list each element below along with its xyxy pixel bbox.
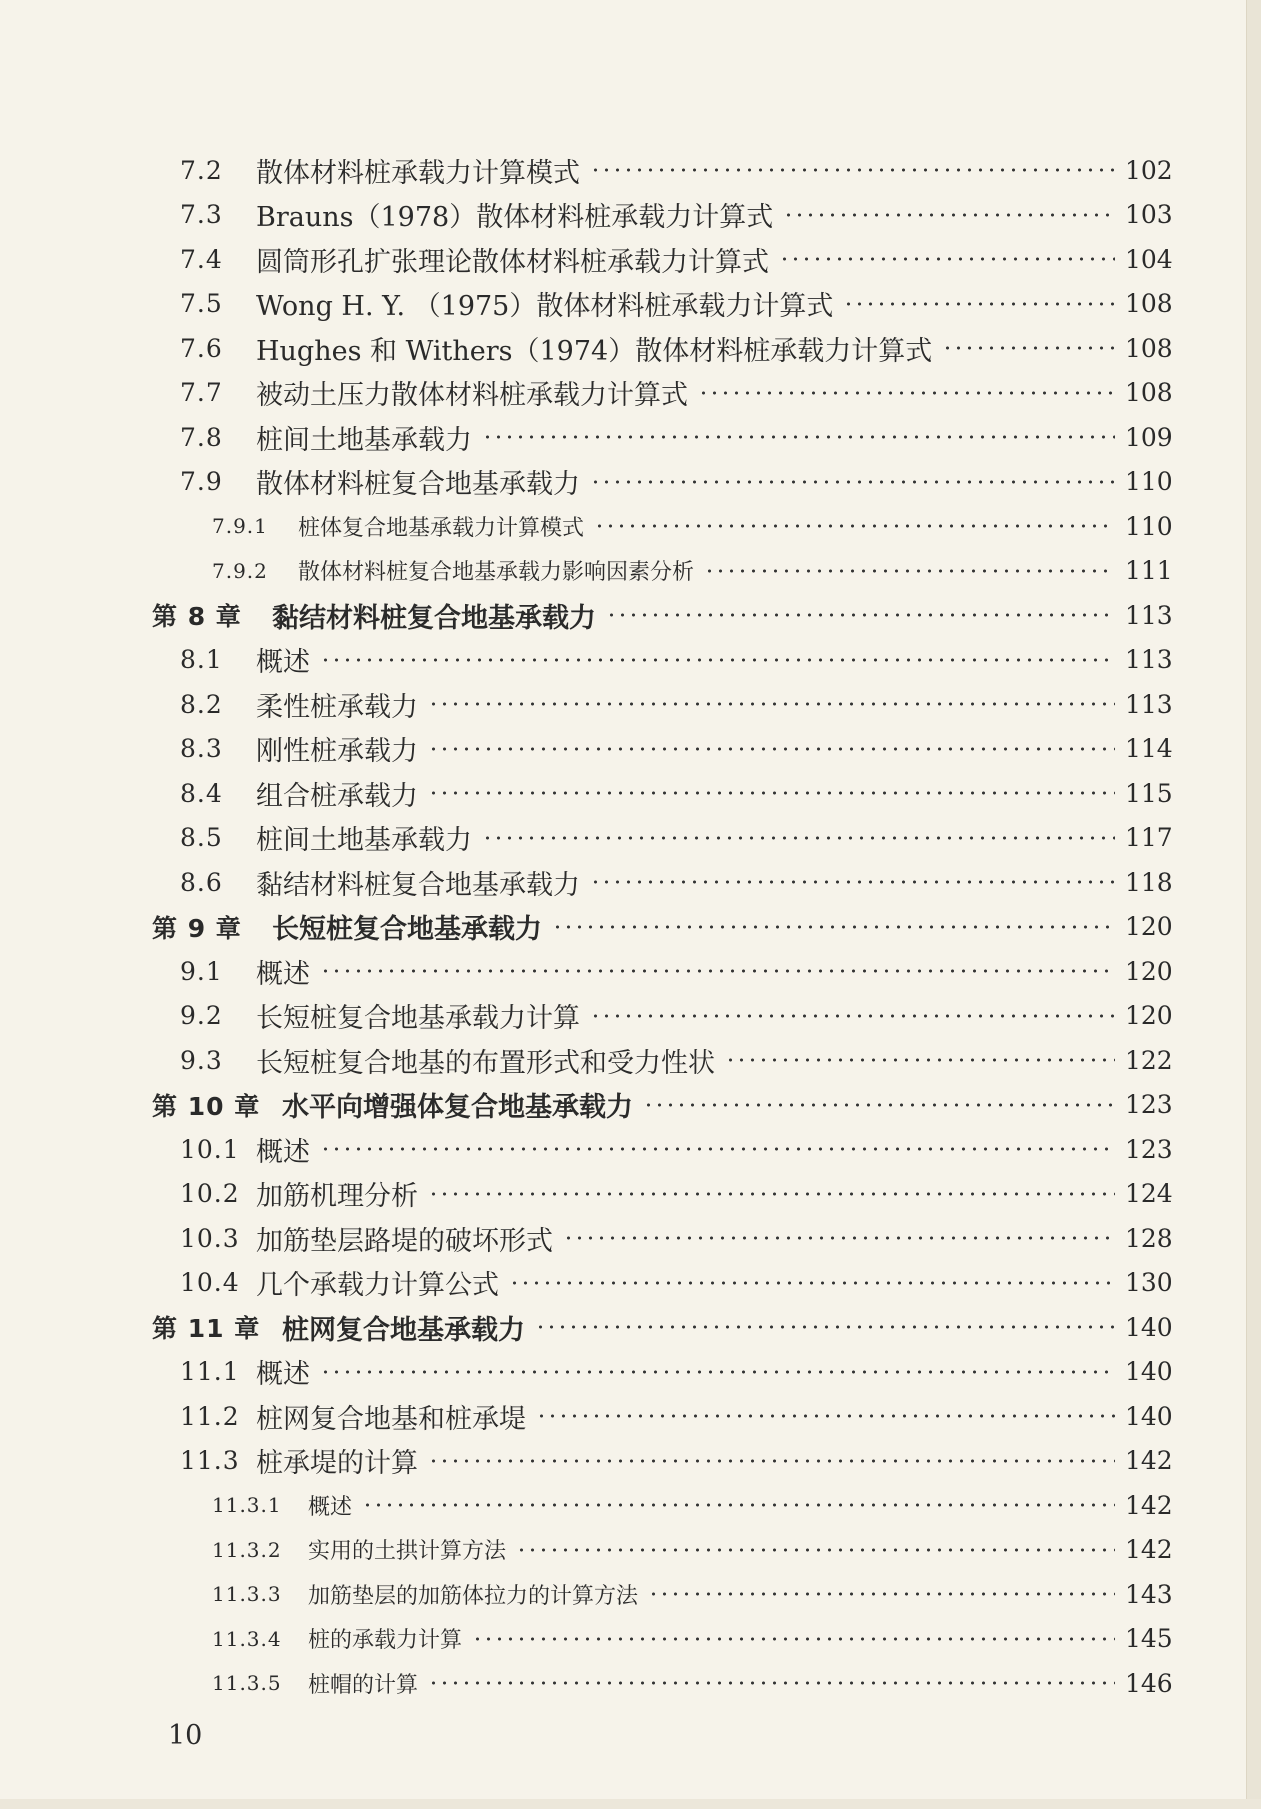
toc-entry-number: 10.3 [180,1223,240,1253]
toc-entry[interactable] [0,816,1261,860]
toc-entry-page: 104 [1125,244,1173,274]
toc-entry-title: 桩间土地基承载力 [256,818,478,857]
toc-leader-dots [590,480,1115,484]
toc-entry-page: 128 [1125,1223,1173,1253]
toc-entry[interactable] [0,1350,1261,1394]
toc-leader-dots [698,391,1115,395]
toc-entry-number: 11.3.2 [212,1537,282,1562]
toc-entry-title: 被动土压力散体材料桩承载力计算式 [256,373,694,412]
toc-entry[interactable] [0,682,1261,726]
toc-entry-page: 140 [1125,1401,1173,1431]
toc-leader-dots [590,880,1115,884]
toc-entry-number: 8.4 [180,778,223,808]
toc-entry-title: 几个承载力计算公式 [256,1263,505,1302]
toc-entry-title: 概述 [256,1130,316,1169]
toc-entry-title: 桩间土地基承载力 [256,418,478,457]
toc-entry-page: 109 [1125,422,1173,452]
toc-entry-page: 108 [1125,378,1173,407]
toc-entry-number: 第 10 章 [152,1091,261,1121]
toc-entry-title: 概述 [256,640,316,679]
page-bottom-edge [0,1799,1261,1809]
toc-entry[interactable] [0,415,1261,459]
toc-entry-title: Hughes 和 Withers（1974）散体材料桩承载力计算式 [256,329,938,368]
toc-entry-number: 11.3 [180,1446,240,1475]
toc-entry-title: 概述 [308,1490,358,1521]
toc-entry-number: 11.1 [180,1357,240,1386]
toc-entry-number: 7.5 [180,289,223,318]
toc-entry[interactable] [0,504,1261,548]
toc-leader-dots [516,1548,1115,1552]
toc-leader-dots [643,1103,1115,1107]
toc-entry-page: 120 [1125,912,1173,941]
toc-entry-number: 11.3.3 [212,1582,282,1606]
toc-entry[interactable] [0,860,1261,904]
toc-entry-number: 11.3.4 [212,1626,282,1651]
toc-entry-number: 9.2 [180,1001,223,1030]
toc-entry[interactable] [0,593,1261,637]
toc-entry-title: 圆筒形孔扩张理论散体材料桩承载力计算式 [256,240,775,279]
toc-leader-dots [648,1592,1115,1596]
toc-entry-title: 桩帽的计算 [308,1668,424,1699]
toc-entry[interactable] [0,237,1261,281]
toc-entry-page: 145 [1125,1624,1173,1653]
toc-entry[interactable] [0,1439,1261,1483]
toc-entry-number: 7.2 [180,155,223,185]
toc-entry-number: 8.1 [180,645,223,674]
toc-entry-number: 8.3 [180,734,223,763]
toc-entry-page: 142 [1125,1490,1173,1520]
toc-entry-number: 11.3.1 [212,1493,282,1517]
toc-entry-title: 加筋机理分析 [256,1174,424,1213]
toc-leader-dots [942,346,1115,350]
toc-entry-title: 散体材料桩复合地基承载力影响因素分析 [298,555,700,586]
toc-entry[interactable] [0,905,1261,949]
toc-entry[interactable] [0,1038,1261,1082]
toc-entry-number: 7.8 [180,422,223,452]
toc-entry[interactable] [0,1261,1261,1305]
toc-entry-page: 123 [1125,1090,1173,1119]
toc-entry-page: 113 [1125,645,1173,674]
toc-leader-dots [590,1014,1115,1018]
toc-entry-page: 115 [1125,778,1173,808]
toc-entry-page: 124 [1125,1179,1173,1208]
toc-entry-title: 长短桩复合地基承载力 [272,907,548,946]
toc-entry-title: 长短桩复合地基的布置形式和受力性状 [256,1041,721,1080]
toc-entry-number: 7.4 [180,244,223,274]
toc-entry-page: 146 [1125,1668,1173,1698]
toc-entry-page: 142 [1125,1535,1173,1564]
toc-entry-page: 123 [1125,1134,1173,1164]
toc-entry-title: 概述 [256,1352,316,1391]
toc-leader-dots [472,1637,1115,1641]
toc-leader-dots [594,524,1115,528]
toc-entry-page: 122 [1125,1045,1173,1075]
toc-entry-page: 110 [1125,511,1173,541]
page-number: 10 [168,1720,203,1751]
toc-leader-dots [482,435,1115,439]
toc-entry-number: 10.2 [180,1179,240,1208]
toc-entry-number: 9.1 [180,956,223,986]
toc-entry-title: 水平向增强体复合地基承载力 [282,1085,639,1124]
toc-entry-title: 桩承堤的计算 [256,1441,424,1480]
toc-entry-number: 7.7 [180,378,223,407]
toc-entry-page: 108 [1125,289,1173,318]
toc-entry-page: 117 [1125,823,1173,852]
toc-entry-number: 7.9.1 [212,514,268,538]
toc-entry-number: 10.4 [180,1268,240,1297]
toc-leader-dots [590,168,1115,172]
toc-entry[interactable] [0,282,1261,326]
toc-entry[interactable] [0,1083,1261,1127]
toc-leader-dots [704,569,1115,573]
toc-leader-dots [428,791,1115,795]
toc-entry-page: 140 [1125,1357,1173,1386]
toc-entry[interactable] [0,549,1261,593]
toc-leader-dots [428,702,1115,706]
toc-entry-title: 桩网复合地基和桩承堤 [256,1397,532,1436]
toc-entry-page: 108 [1125,333,1173,363]
toc-entry-title: 长短桩复合地基承载力计算 [256,996,586,1035]
toc-leader-dots [428,1459,1115,1463]
toc-entry[interactable] [0,638,1261,682]
toc-entry-title: 加筋垫层路堤的破坏形式 [256,1219,559,1258]
toc-entry-number: 7.9 [180,467,223,496]
toc-entry-title: 桩体复合地基承载力计算模式 [298,511,590,542]
toc-leader-dots [536,1414,1115,1418]
toc-entry-title: Wong H. Y. （1975）散体材料桩承载力计算式 [256,284,839,323]
toc-entry[interactable] [0,460,1261,504]
toc-leader-dots [779,257,1115,261]
toc-entry[interactable] [0,1305,1261,1349]
toc-entry-page: 140 [1125,1312,1173,1342]
toc-leader-dots [428,747,1115,751]
toc-entry-number: 第 8 章 [152,602,242,631]
toc-entry[interactable] [0,1127,1261,1171]
toc-leader-dots [783,213,1115,217]
toc-entry-number: 7.9.2 [212,558,268,583]
toc-entry-number: 8.2 [180,689,223,719]
toc-entry[interactable] [0,1528,1261,1572]
toc-entry-page: 118 [1125,867,1173,897]
toc-entry-number: 9.3 [180,1045,223,1075]
toc-entry[interactable] [0,1394,1261,1438]
toc-leader-dots [320,969,1115,973]
toc-leader-dots [535,1325,1115,1329]
toc-entry-title: 桩的承载力计算 [308,1623,468,1654]
toc-entry[interactable] [0,994,1261,1038]
toc-entry-title: 散体材料桩承载力计算模式 [256,151,586,190]
toc-entry-number: 11.3.5 [212,1671,282,1695]
toc-entry-number: 8.6 [180,867,223,897]
toc-entry-title: 概述 [256,952,316,991]
toc-entry-page: 114 [1125,734,1173,763]
toc-entry[interactable] [0,727,1261,771]
toc-entry[interactable] [0,193,1261,237]
toc-entry-page: 111 [1125,556,1173,585]
toc-entry-page: 143 [1125,1579,1173,1609]
toc-entry-title: Brauns（1978）散体材料桩承载力计算式 [256,195,779,234]
toc-entry[interactable] [0,949,1261,993]
toc-entry[interactable] [0,1661,1261,1705]
toc-entry-page: 103 [1125,200,1173,229]
toc-entry[interactable] [0,1617,1261,1661]
toc-entry-number: 11.2 [180,1401,240,1431]
toc-leader-dots [552,925,1115,929]
toc-leader-dots [362,1503,1115,1507]
toc-entry-number: 第 9 章 [152,913,242,943]
toc-entry-page: 110 [1125,467,1173,496]
toc-entry-title: 黏结材料桩复合地基承载力 [272,596,602,635]
toc-entry-title: 桩网复合地基承载力 [282,1308,531,1347]
toc-entry-page: 130 [1125,1268,1173,1297]
toc-leader-dots [428,1681,1115,1685]
toc-entry-number: 8.5 [180,823,223,852]
toc-entry[interactable] [0,1172,1261,1216]
toc-entry-title: 柔性桩承载力 [256,685,424,724]
toc-leader-dots [843,302,1115,306]
toc-entry-page: 120 [1125,1001,1173,1030]
toc-entry-title: 实用的土拱计算方法 [308,1534,512,1565]
toc-entry[interactable] [0,1483,1261,1527]
toc-leader-dots [428,1192,1115,1196]
toc-entry-page: 142 [1125,1446,1173,1475]
toc-entry-page: 113 [1125,689,1173,719]
toc-leader-dots [563,1236,1115,1240]
toc-entry-title: 组合桩承载力 [256,774,424,813]
toc-entry-title: 刚性桩承载力 [256,729,424,768]
toc-leader-dots [509,1281,1115,1285]
toc-entry-page: 113 [1125,600,1173,630]
toc-entry[interactable] [0,1572,1261,1616]
toc-entry-title: 加筋垫层的加筋体拉力的计算方法 [308,1579,644,1610]
toc-entry[interactable] [0,326,1261,370]
toc-leader-dots [482,836,1115,840]
toc-leader-dots [320,658,1115,662]
toc-entry-number: 10.1 [180,1134,240,1164]
toc-entry-number: 第 11 章 [152,1314,261,1343]
toc-entry-title: 散体材料桩复合地基承载力 [256,462,586,501]
toc-entry[interactable] [0,771,1261,815]
toc-leader-dots [320,1147,1115,1151]
toc-entry-number: 7.6 [180,333,223,363]
toc-entry[interactable] [0,1216,1261,1260]
toc-leader-dots [320,1370,1115,1374]
toc-entry-number: 7.3 [180,200,223,229]
toc-leader-dots [606,613,1115,617]
toc-entry-title: 黏结材料桩复合地基承载力 [256,863,586,902]
toc-entry[interactable] [0,148,1261,192]
toc-leader-dots [725,1058,1115,1062]
toc-entry-page: 102 [1125,155,1173,185]
toc-entry-page: 120 [1125,956,1173,986]
toc-entry[interactable] [0,371,1261,415]
